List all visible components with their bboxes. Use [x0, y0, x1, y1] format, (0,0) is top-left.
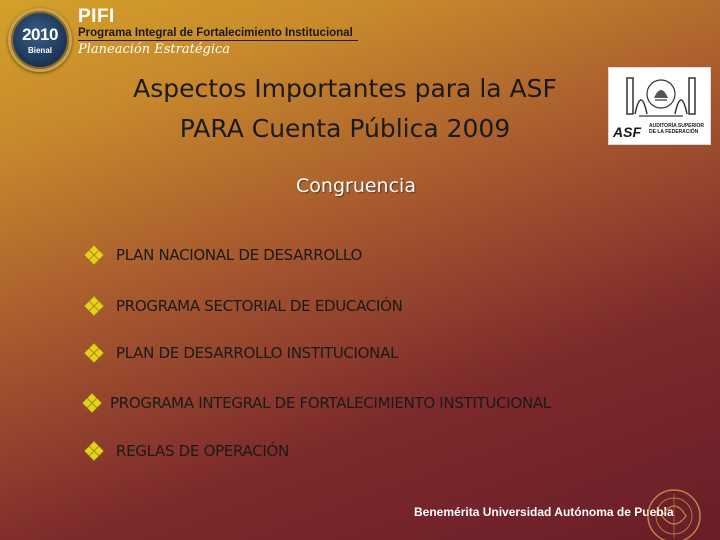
bullet-text: PROGRAMA SECTORIAL DE EDUCACIÓN — [116, 297, 403, 315]
list-item — [86, 344, 398, 362]
mexican-eagle-emblem-icon — [621, 72, 701, 120]
list-item — [84, 394, 551, 412]
list-item — [86, 442, 289, 460]
bullet-text: REGLAS DE OPERACIÓN — [116, 442, 289, 460]
diamond-bullet-icon — [86, 247, 102, 263]
asf-label: ASF — [613, 124, 641, 140]
diamond-bullet-icon — [86, 443, 102, 459]
logo-sub: Bienal — [27, 46, 52, 55]
list-item — [86, 297, 403, 315]
slide-subtitle: Congruencia — [296, 175, 416, 197]
bullet-text: PLAN NACIONAL DE DESARROLLO — [116, 246, 362, 264]
diamond-bullet-icon — [84, 395, 100, 411]
brand-name: PIFI — [78, 6, 115, 27]
logo-year: 2010 — [22, 25, 58, 44]
program-name: Programa Integral de Fortalecimiento Institucional — [78, 27, 353, 39]
slide-title-line1: Aspectos Importantes para la ASF — [133, 74, 557, 103]
tagline: Planeación Estratégica — [78, 42, 231, 57]
bullet-text: PLAN DE DESARROLLO INSTITUCIONAL — [116, 344, 399, 362]
diamond-bullet-icon — [86, 298, 102, 314]
pifi-2010-logo-icon — [8, 8, 72, 72]
bullet-text: PROGRAMA INTEGRAL DE FORTALECIMIENTO INSTITUCIONAL — [110, 394, 551, 412]
university-name: Benemérita Universidad Autónoma de Puebla — [414, 505, 674, 519]
header-divider — [78, 40, 358, 41]
asf-caption: AUDITORÍA SUPERIOR DE LA FEDERACIÓN — [649, 123, 705, 135]
diamond-bullet-icon — [86, 345, 102, 361]
list-item — [86, 246, 362, 264]
university-seal-icon — [640, 482, 708, 540]
slide-title-line2: PARA Cuenta Pública 2009 — [179, 114, 511, 143]
